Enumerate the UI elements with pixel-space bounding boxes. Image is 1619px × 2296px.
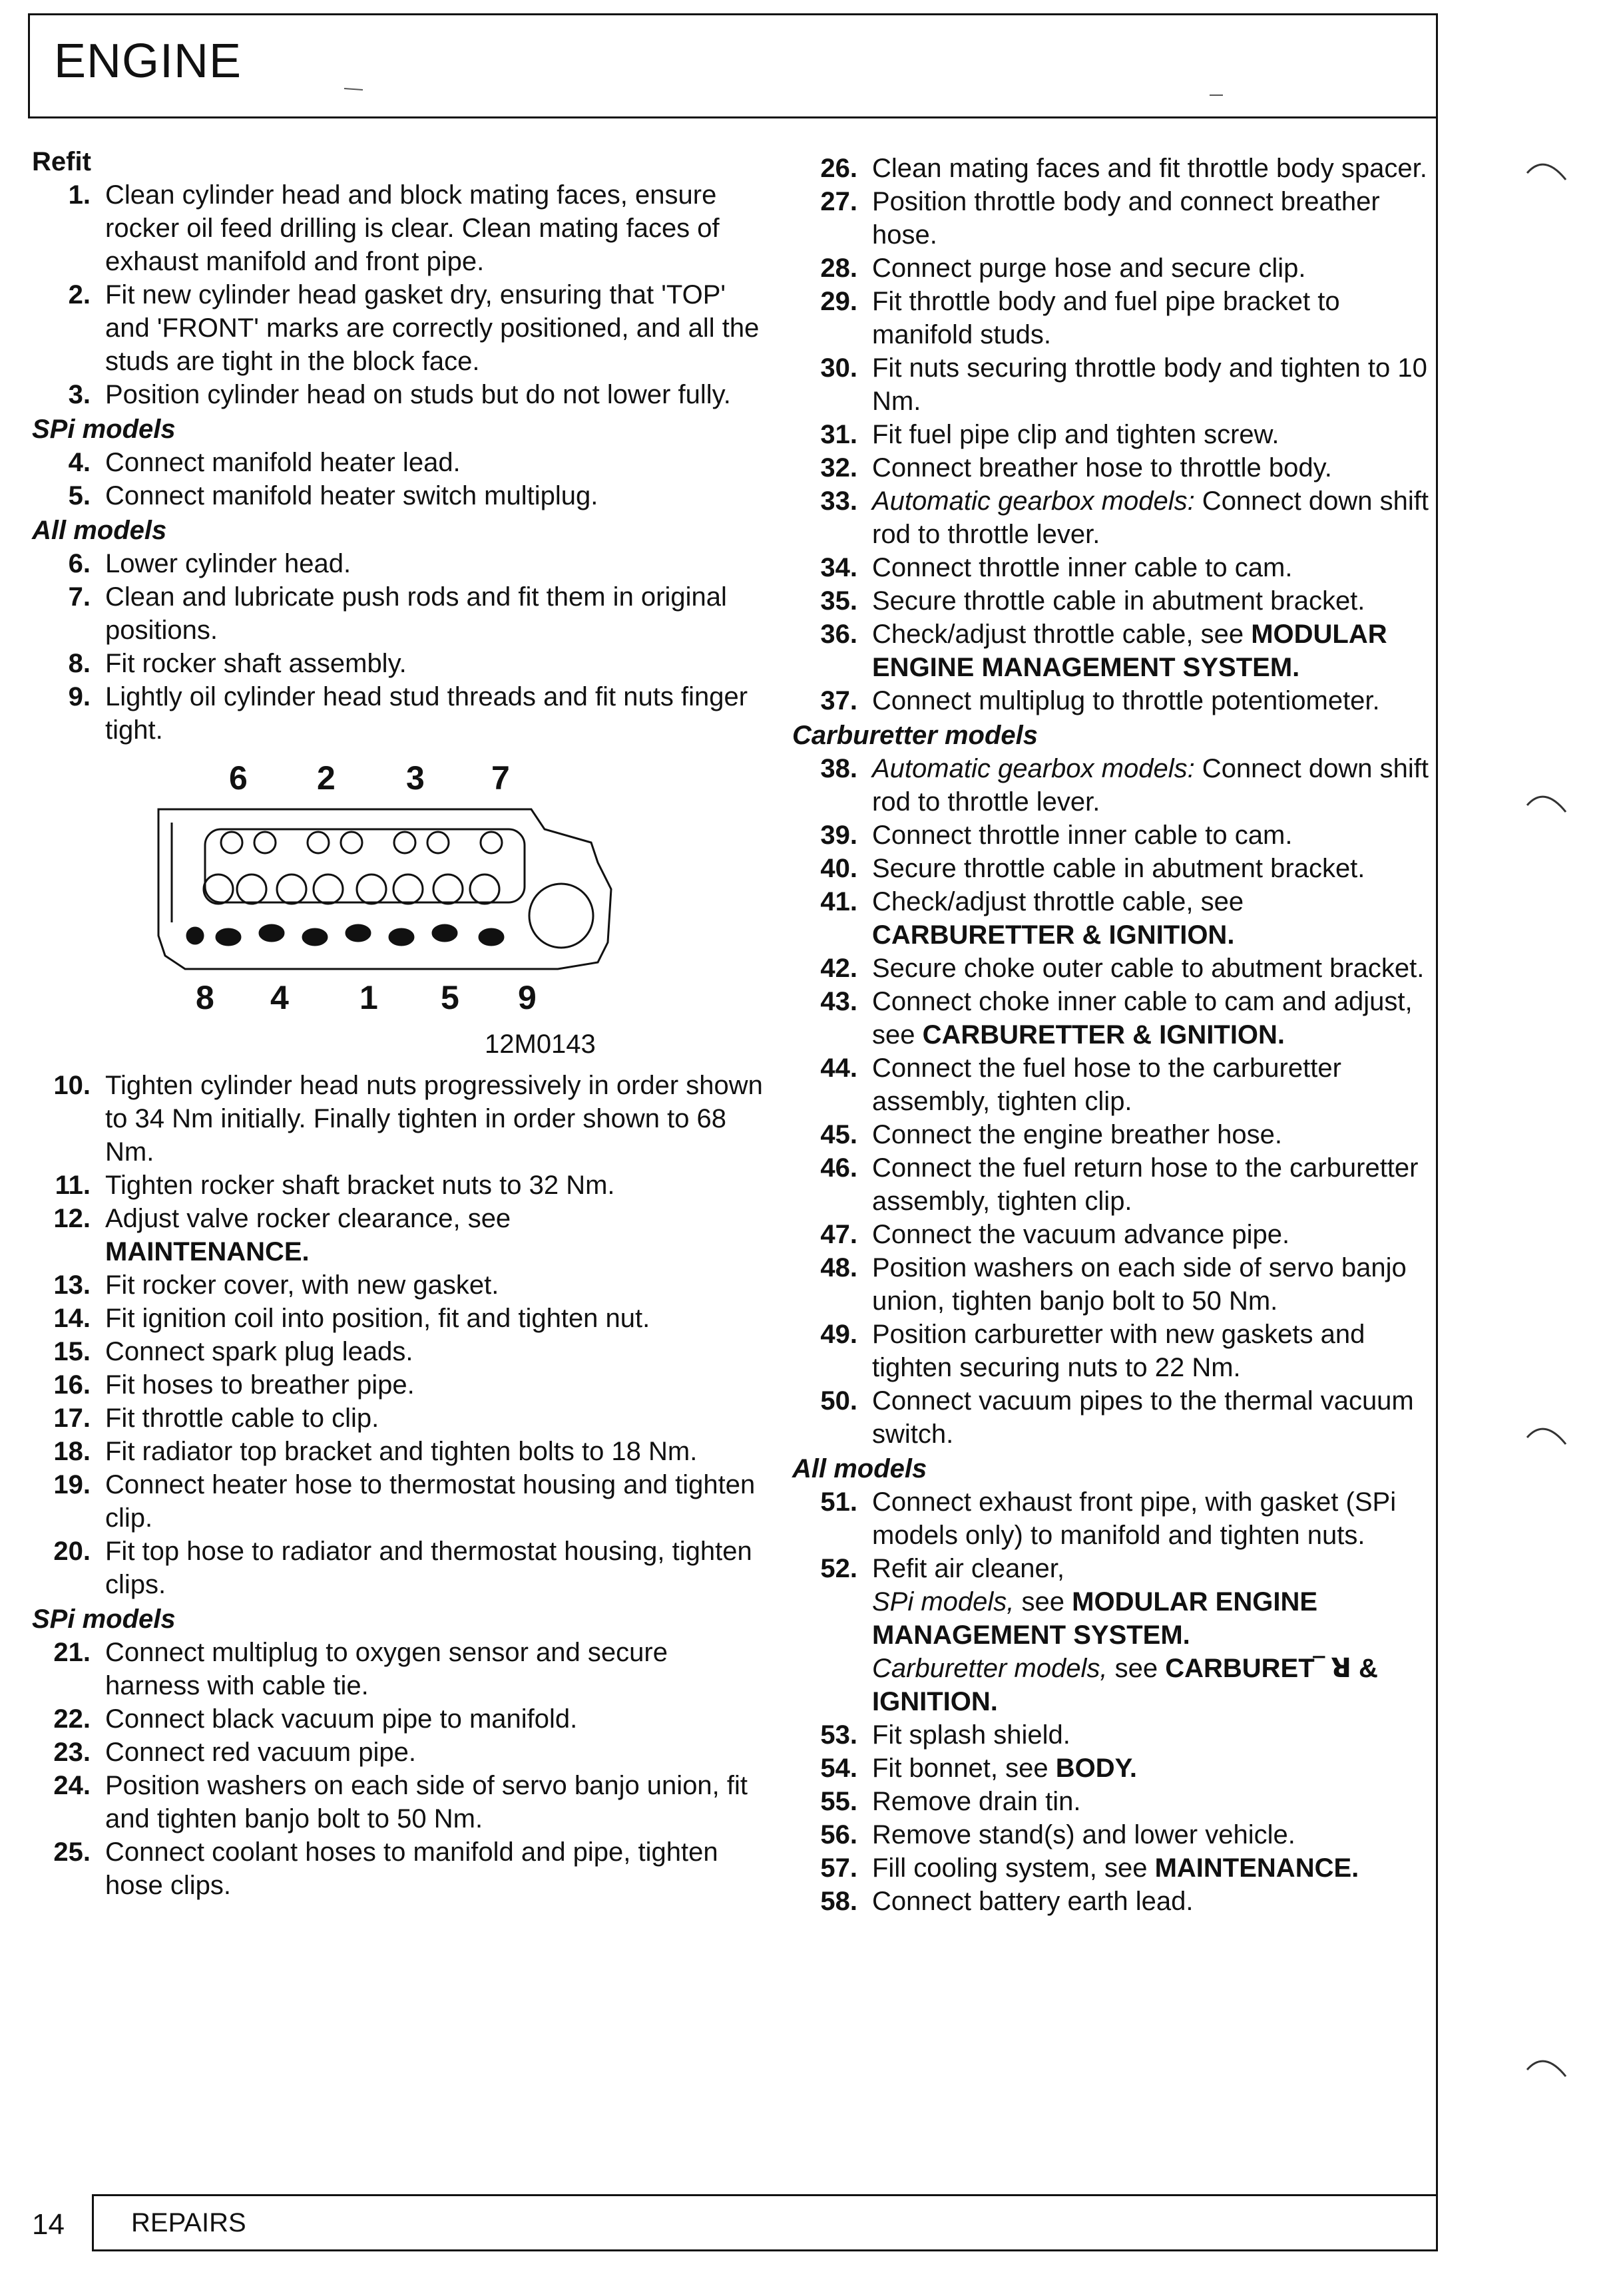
cross-reference: CARBURETTER & IGNITION. xyxy=(872,920,1235,950)
list-item: 27. Position throttle body and connect breather hose. xyxy=(820,187,1380,250)
list-item: 15. Connect spark plug leads. xyxy=(53,1337,413,1366)
binder-mark-icon xyxy=(1524,785,1571,819)
list-item: 46. Connect the fuel return hose to the carburetter assembly, tighten clip. xyxy=(820,1153,1419,1216)
list-item: 37. Connect multiplug to throttle potentiometer. xyxy=(820,686,1380,715)
list-item: 22. Connect black vacuum pipe to manifold. xyxy=(53,1704,578,1734)
list-item: 4. Connect manifold heater lead. xyxy=(68,448,461,477)
cross-reference: BODY. xyxy=(1055,1754,1137,1783)
cross-reference: MAINTENANCE. xyxy=(1154,1853,1359,1883)
cross-reference: MODULAR ENGINE MANAGEMENT SYSTEM. xyxy=(872,1587,1318,1650)
sequence-number: 1 xyxy=(359,979,378,1016)
section-heading-all-models: All models xyxy=(32,516,167,545)
list-item: 25. Connect coolant hoses to manifold and pipe, tighten hose clips. xyxy=(53,1837,718,1900)
section-heading-refit: Refit xyxy=(32,147,91,176)
page-header xyxy=(28,13,1438,118)
list-item: 53. Fit splash shield. xyxy=(820,1720,1070,1750)
list-item: 54. Fit bonnet, see BODY. xyxy=(820,1754,1137,1783)
section-heading-carburetter: Carburetter models xyxy=(792,721,1038,750)
list-item: 58. Connect battery earth lead. xyxy=(820,1887,1194,1916)
figure-caption: 12M0143 xyxy=(485,1030,596,1059)
scan-speck-icon xyxy=(343,82,369,95)
list-item: 8. Fit rocker shaft assembly. xyxy=(68,649,407,678)
list-item: 47. Connect the vacuum advance pipe. xyxy=(820,1220,1290,1249)
list-item: 19. Connect heater hose to thermostat housing and tighten clip. xyxy=(53,1470,756,1533)
sequence-number: 9 xyxy=(518,979,537,1016)
section-heading-all-models: All models xyxy=(792,1454,927,1483)
list-item: 1. Clean cylinder head and block mating faces, ensure rocker oil feed drilling is clear. Clean mating faces of exhaust manifold and front pipe. xyxy=(68,180,720,276)
binder-mark-icon xyxy=(1524,153,1571,186)
list-item: 18. Fit radiator top bracket and tighten bolts to 18 Nm. xyxy=(53,1437,698,1466)
list-item: 23. Connect red vacuum pipe. xyxy=(53,1738,416,1767)
sequence-number: 5 xyxy=(441,979,459,1016)
list-item: 52. Refit air cleaner, SPi models, see MODULAR ENGINE MANAGEMENT SYSTEM. Carburetter models, see CARBURET‾ ꓤ & IGNITION. xyxy=(820,1554,1378,1716)
list-item: 6. Lower cylinder head. xyxy=(68,549,351,578)
left-column xyxy=(32,144,764,1902)
list-item: 14. Fit ignition coil into position, fit and tighten nut. xyxy=(53,1304,650,1333)
list-item: 38. Automatic gearbox models: Connect down shift rod to throttle lever. xyxy=(820,754,1429,817)
list-item: 35. Secure throttle cable in abutment bracket. xyxy=(820,586,1365,616)
footer-section-label: REPAIRS xyxy=(131,2208,246,2237)
list-item: 36. Check/adjust throttle cable, see MODULAR ENGINE MANAGEMENT SYSTEM. xyxy=(820,620,1387,682)
list-item: 20. Fit top hose to radiator and thermostat housing, tighten clips. xyxy=(53,1537,752,1599)
list-item: 9. Lightly oil cylinder head stud threads and fit nuts finger tight. xyxy=(68,682,748,745)
list-item: 17. Fit throttle cable to clip. xyxy=(53,1404,379,1433)
cross-reference: CARBURET‾ ꓤ & IGNITION. xyxy=(872,1654,1378,1716)
cross-reference: MODULAR ENGINE MANAGEMENT SYSTEM. xyxy=(872,620,1387,682)
list-item: 2. Fit new cylinder head gasket dry, ensuring that 'TOP' and 'FRONT' marks are correctly positioned, and all the studs are tight in the block face. xyxy=(68,280,760,376)
sequence-number: 7 xyxy=(491,759,510,797)
binder-mark-icon xyxy=(1524,2050,1571,2083)
list-item: 30. Fit nuts securing throttle body and tighten to 10 Nm. xyxy=(820,353,1427,416)
sequence-number: 3 xyxy=(406,759,425,797)
page-title: ENGINE xyxy=(54,35,242,88)
list-item: 24. Position washers on each side of servo banjo union, fit and tighten banjo bolt to 50 Nm. xyxy=(53,1771,748,1833)
sequence-number: 4 xyxy=(270,979,289,1016)
right-margin-rule xyxy=(1436,13,1438,2223)
cylinder-head-diagram xyxy=(132,756,651,1022)
list-item: 13. Fit rocker cover, with new gasket. xyxy=(53,1270,499,1300)
list-item: 7. Clean and lubricate push rods and fit them in original positions. xyxy=(68,582,727,645)
list-item: 43. Connect choke inner cable to cam and adjust, see CARBURETTER & IGNITION. xyxy=(820,987,1413,1050)
binder-mark-icon xyxy=(1524,1418,1571,1451)
list-item: 48. Position washers on each side of servo banjo union, tighten banjo bolt to 50 Nm. xyxy=(820,1253,1407,1316)
list-item: 45. Connect the engine breather hose. xyxy=(820,1120,1282,1149)
cross-reference: CARBURETTER & IGNITION. xyxy=(922,1020,1285,1050)
list-item: 44. Connect the fuel hose to the carburetter assembly, tighten clip. xyxy=(820,1053,1341,1116)
list-item: 39. Connect throttle inner cable to cam. xyxy=(820,821,1293,850)
list-item: 28. Connect purge hose and secure clip. xyxy=(820,254,1306,283)
list-item: 26. Clean mating faces and fit throttle body spacer. xyxy=(820,154,1427,183)
sequence-number: 8 xyxy=(196,979,214,1016)
list-item: 3. Position cylinder head on studs but do not lower fully. xyxy=(68,380,731,409)
cross-reference: MAINTENANCE. xyxy=(105,1237,310,1266)
section-heading-spi: SPi models xyxy=(32,415,176,444)
right-column xyxy=(792,152,1431,1918)
list-item: 29. Fit throttle body and fuel pipe bracket to manifold studs. xyxy=(820,287,1340,349)
list-item: 12. Adjust valve rocker clearance, see MAINTENANCE. xyxy=(53,1204,511,1266)
cylinder-head-figure xyxy=(32,756,698,1062)
page-footer xyxy=(92,2194,1438,2251)
page-number: 14 xyxy=(32,2208,65,2241)
list-item: 32. Connect breather hose to throttle body. xyxy=(820,453,1332,482)
list-item: 16. Fit hoses to breather pipe. xyxy=(53,1370,415,1400)
sequence-number: 6 xyxy=(229,759,248,797)
scan-speck-icon xyxy=(1208,89,1228,102)
list-item: 34. Connect throttle inner cable to cam. xyxy=(820,553,1293,582)
list-item: 57. Fill cooling system, see MAINTENANCE. xyxy=(820,1853,1359,1883)
list-item: 21. Connect multiplug to oxygen sensor and secure harness with cable tie. xyxy=(53,1638,668,1700)
list-item: 51. Connect exhaust front pipe, with gasket (SPi models only) to manifold and tighten nuts. xyxy=(820,1487,1397,1550)
sequence-number: 2 xyxy=(317,759,336,797)
list-item: 50. Connect vacuum pipes to the thermal vacuum switch. xyxy=(820,1386,1414,1449)
list-item: 49. Position carburetter with new gaskets and tighten securing nuts to 22 Nm. xyxy=(820,1320,1365,1382)
list-item: 31. Fit fuel pipe clip and tighten screw. xyxy=(820,420,1279,449)
list-item: 41. Check/adjust throttle cable, see CARBURETTER & IGNITION. xyxy=(820,887,1244,950)
list-item: 10. Tighten cylinder head nuts progressively in order shown to 34 Nm initially. Finally tighten in order shown to 68 Nm. xyxy=(53,1071,763,1167)
list-item: 42. Secure choke outer cable to abutment bracket. xyxy=(820,954,1425,983)
list-item: 5. Connect manifold heater switch multiplug. xyxy=(68,481,598,510)
list-item: 33. Automatic gearbox models: Connect down shift rod to throttle lever. xyxy=(820,486,1429,549)
list-item: 56. Remove stand(s) and lower vehicle. xyxy=(820,1820,1295,1849)
section-heading-spi: SPi models xyxy=(32,1605,176,1634)
list-item: 11. Tighten rocker shaft bracket nuts to 32 Nm. xyxy=(55,1171,615,1200)
list-item: 55. Remove drain tin. xyxy=(820,1787,1081,1816)
list-item: 40. Secure throttle cable in abutment bracket. xyxy=(820,854,1365,883)
